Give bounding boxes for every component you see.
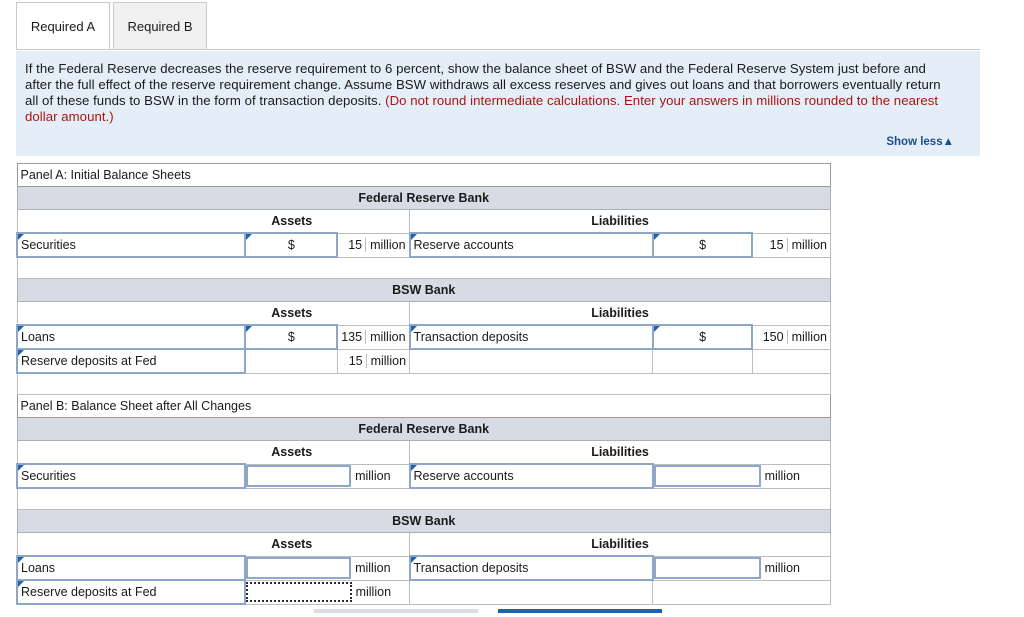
value-input[interactable]: 150 bbox=[756, 330, 787, 344]
currency-symbol[interactable]: $ bbox=[245, 233, 337, 257]
value-input[interactable]: 15 bbox=[341, 238, 366, 252]
prompt-note: (Do not round intermediate calculations. Enter your answers in millions rounded to the nearest dollar amount.) bbox=[25, 93, 939, 124]
panel-b-fed-title: Federal Reserve Bank bbox=[17, 418, 831, 441]
tab-required-b[interactable]: Required B bbox=[113, 2, 207, 49]
triangle-up-icon: ▲ bbox=[942, 136, 954, 148]
value-input[interactable]: 15 bbox=[341, 354, 367, 368]
account-label[interactable]: Loans bbox=[17, 556, 245, 580]
unit-label: million bbox=[791, 238, 827, 252]
liabilities-header: Liabilities bbox=[410, 210, 831, 234]
scroll-indicator-right[interactable] bbox=[498, 609, 662, 613]
unit-label: million bbox=[370, 330, 406, 344]
show-less-link[interactable] bbox=[886, 136, 954, 148]
prompt-text: If the Federal Reserve decreases the reserve requirement to 6 percent, show the balance sheet of BSW and the Federal Reserve System just before and after the full effect of the reserve requirement change. Assume BSW withdraws all excess reserves and gives out loans and that borrowers eventually return all of these funds to BSW in the form of transaction deposits. bbox=[25, 61, 941, 108]
liabilities-header: Liabilities bbox=[410, 533, 831, 557]
account-label[interactable]: Securities bbox=[17, 233, 245, 257]
tab-required-a[interactable]: Required A bbox=[16, 2, 110, 49]
currency-symbol[interactable]: $ bbox=[653, 325, 753, 349]
assets-header: Assets bbox=[17, 302, 410, 326]
unit-label: million bbox=[764, 561, 800, 575]
balance-sheet-table bbox=[16, 163, 831, 605]
account-label[interactable]: Reserve deposits at Fed bbox=[17, 349, 245, 373]
value-input[interactable] bbox=[654, 557, 761, 579]
value-input-focused[interactable] bbox=[246, 582, 351, 602]
unit-label: million bbox=[355, 585, 392, 599]
question-prompt bbox=[16, 51, 980, 156]
panel-a-title: Panel A: Initial Balance Sheets bbox=[17, 164, 831, 187]
tab-divider bbox=[16, 49, 980, 50]
panel-b-bsw-title: BSW Bank bbox=[17, 510, 831, 533]
account-label[interactable]: Transaction deposits bbox=[410, 556, 653, 580]
unit-label: million bbox=[370, 238, 406, 252]
assets-header: Assets bbox=[17, 210, 410, 234]
panel-b-title: Panel B: Balance Sheet after All Changes bbox=[17, 395, 831, 418]
liabilities-header: Liabilities bbox=[410, 441, 831, 465]
account-label[interactable]: Securities bbox=[17, 464, 245, 488]
account-label[interactable]: Reserve accounts bbox=[410, 464, 653, 488]
currency-symbol[interactable]: $ bbox=[245, 325, 337, 349]
account-label[interactable]: Transaction deposits bbox=[410, 325, 653, 349]
currency-symbol[interactable]: $ bbox=[653, 233, 753, 257]
currency-cell bbox=[245, 349, 337, 373]
account-label[interactable]: Loans bbox=[17, 325, 245, 349]
unit-label: million bbox=[764, 469, 800, 483]
panel-a-bsw-title: BSW Bank bbox=[17, 279, 831, 302]
unit-label: million bbox=[791, 330, 827, 344]
unit-label: million bbox=[370, 354, 407, 368]
panel-a-fed-title: Federal Reserve Bank bbox=[17, 187, 831, 210]
account-label[interactable]: Reserve accounts bbox=[410, 233, 653, 257]
value-input[interactable]: 15 bbox=[756, 238, 787, 252]
unit-label: million bbox=[355, 469, 391, 483]
tab-bar bbox=[16, 2, 210, 50]
value-input[interactable] bbox=[654, 465, 761, 487]
unit-label: million bbox=[355, 561, 391, 575]
assets-header: Assets bbox=[17, 441, 410, 465]
liabilities-header: Liabilities bbox=[410, 302, 831, 326]
account-label[interactable]: Reserve deposits at Fed bbox=[17, 580, 245, 604]
value-input[interactable] bbox=[246, 557, 351, 579]
value-input[interactable] bbox=[246, 465, 351, 487]
show-less-label: Show less bbox=[886, 136, 943, 148]
scroll-indicator-left[interactable] bbox=[314, 609, 478, 613]
assets-header: Assets bbox=[17, 533, 410, 557]
value-input[interactable]: 135 bbox=[341, 330, 366, 344]
